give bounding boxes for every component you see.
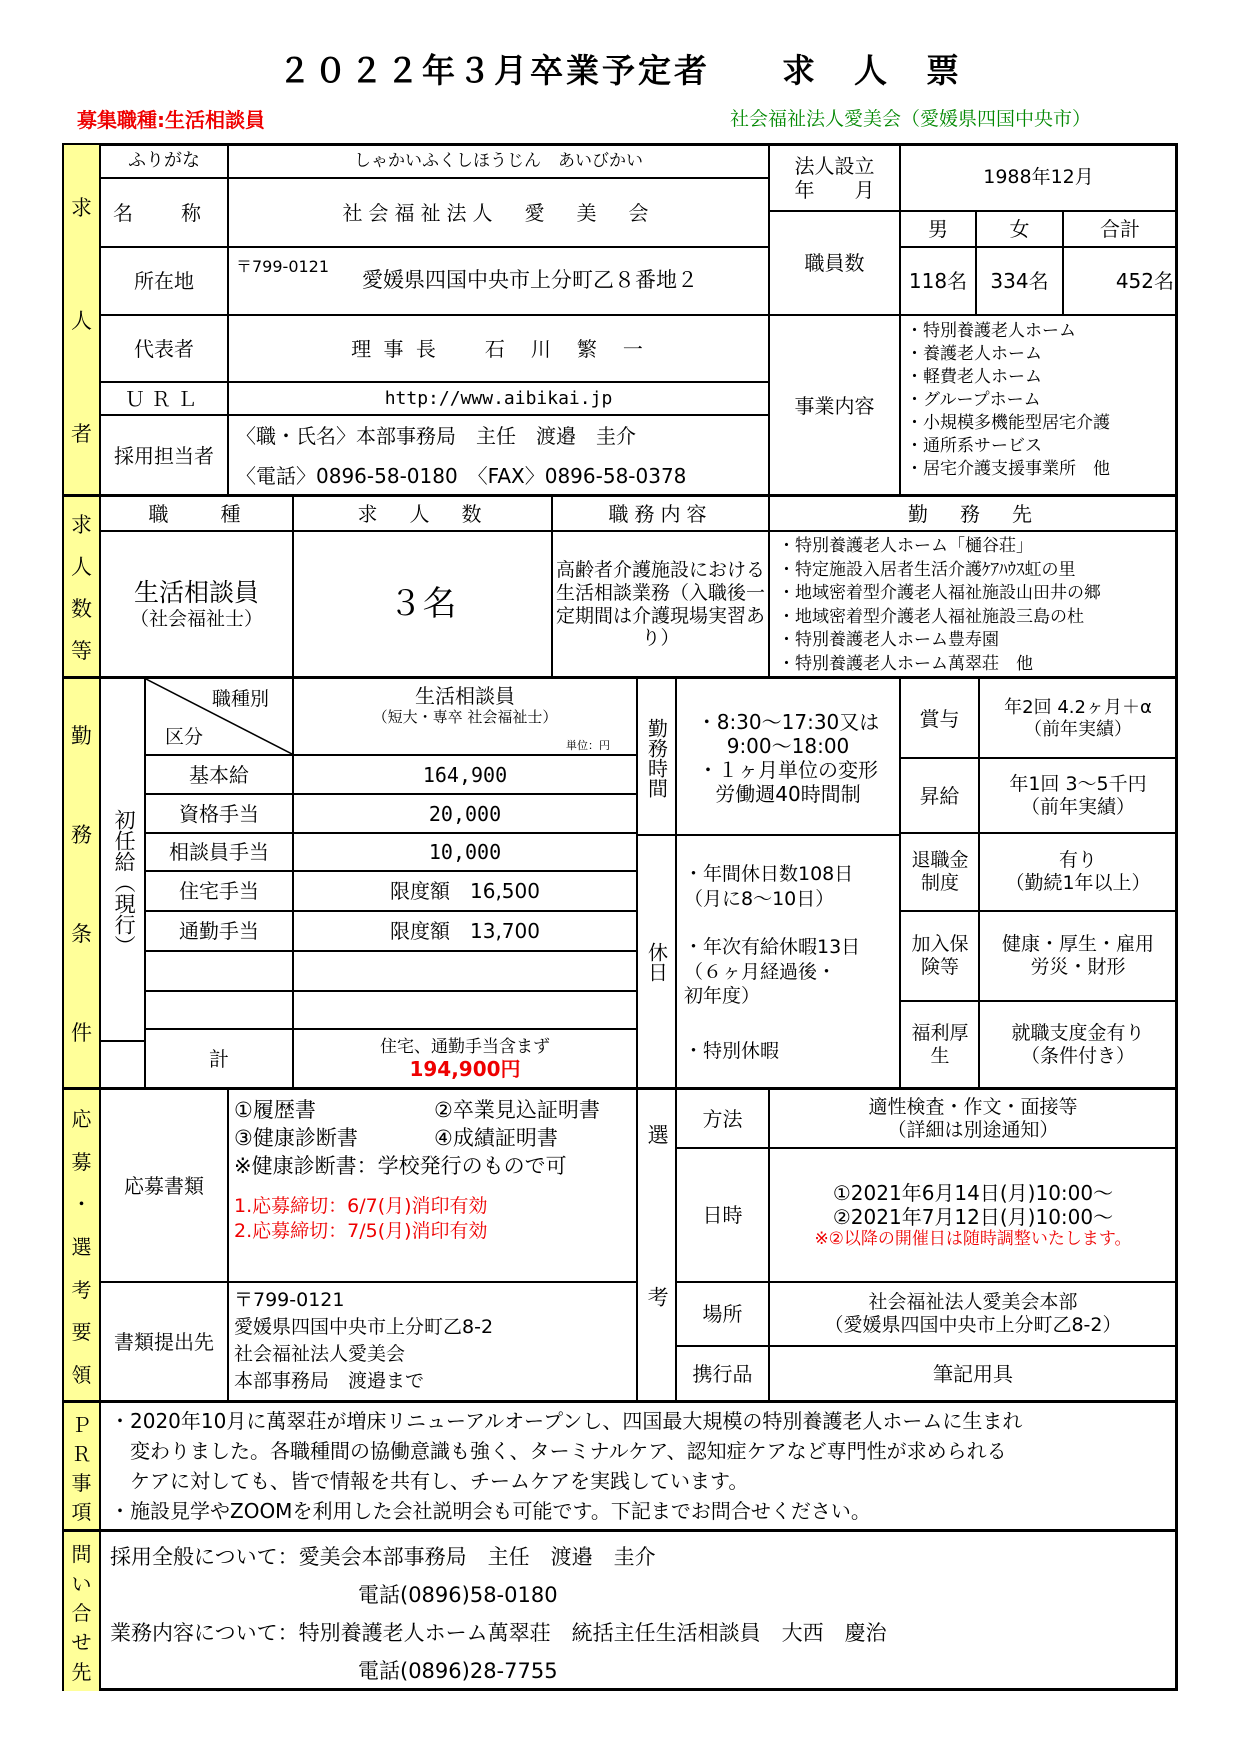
workplace-item: ・地域密着型介護老人福祉施設山田井の郷 <box>778 583 1101 603</box>
docs-note: ※健康診断書：学校発行のもので可 <box>234 1154 567 1178</box>
inquiry-phone-1: 電話(0896)58-0180 <box>358 1583 558 1607</box>
url-link[interactable]: http://www.aibikai.jp <box>384 387 613 409</box>
business-item: ・養護老人ホーム <box>906 344 1042 364</box>
holiday-label: 休日 <box>644 942 669 982</box>
salary-value-counsel: 10,000 <box>428 840 502 864</box>
side-char: せ <box>71 1630 92 1655</box>
doc-item: ②卒業見込証明書 <box>434 1098 600 1122</box>
holiday-paid: ・年次有給休暇13日 （６ヶ月経過後・ 初年度） <box>684 936 861 1008</box>
salary-value-base: 164,900 <box>422 762 508 787</box>
workplace-item: ・特定施設入居者生活介護ｹｱﾊｳｽ虹の里 <box>778 559 1076 580</box>
founded-label: 法人設立 年 月 <box>794 153 875 202</box>
salary-total-label: 計 <box>209 1047 229 1071</box>
date-2: ②2021年7月12日(月)10:00～ <box>832 1204 1114 1229</box>
bonus-value: 年2回 4.2ヶ月＋α （前年実績） <box>1004 697 1152 740</box>
submit-label: 書類提出先 <box>114 1330 214 1354</box>
method-value: 適性検査・作文・面接等 （詳細は別途通知） <box>868 1095 1078 1141</box>
side-char: 領 <box>71 1363 92 1388</box>
diag-top: 職種別 <box>212 688 270 710</box>
rep-value: 理 事 長 石 川 繁 一 <box>351 336 646 361</box>
pr-line: ケアに対しても、皆で情報を共有し、チームケアを実践しています。 <box>130 1469 749 1493</box>
salary-position-sub: （短大・専卒 社会福祉士） <box>372 708 558 726</box>
position-sub: （社会福祉士） <box>129 608 263 631</box>
salary-label-base: 基本給 <box>189 762 249 787</box>
furigana-value: しゃかいふくしほうじん あいびかい <box>354 150 643 171</box>
workplace-list <box>778 535 1101 676</box>
business-item: ・居宅介護支援事業所 他 <box>906 459 1110 479</box>
side-pr <box>64 1403 101 1530</box>
side-char: ・ <box>71 1192 92 1217</box>
side-char: 合 <box>71 1600 92 1625</box>
opening-duties: 高齢者介護施設における生活相談業務（入職後一定期間は介護現場実習あり） <box>555 558 765 650</box>
side-char: 人 <box>71 308 92 333</box>
business-item: ・通所系サービス <box>906 436 1042 456</box>
salary-position: 生活相談員 <box>415 684 515 708</box>
submit-line: 愛媛県四国中央市上分町乙8-2 <box>234 1316 494 1338</box>
side-char: 等 <box>71 639 92 663</box>
business-item: ・小規模多機能型居宅介護 <box>906 413 1110 433</box>
postal-code: 〒799-0121 <box>236 257 330 276</box>
staff-male-value: 118名 <box>908 269 968 293</box>
selection-label: 選 考 <box>645 1124 670 1367</box>
address-label: 所在地 <box>134 269 194 293</box>
hours-value: ・8:30～17:30又は 9:00～18:00 ・１ヶ月単位の変形 労働週40時間制 <box>696 709 880 806</box>
raise-label: 昇給 <box>919 783 960 808</box>
staff-total-value: 452名 <box>1115 269 1174 293</box>
pr-text <box>110 1406 1022 1526</box>
side-char: 選 <box>71 1234 92 1259</box>
side-char: 求 <box>71 513 92 537</box>
side-char: 数 <box>71 597 92 621</box>
welfare-label: 福利厚生 <box>911 1022 969 1067</box>
date-note: ※②以降の開催日は随時調整いたします。 <box>814 1228 1132 1249</box>
side-char: 考 <box>71 1277 92 1302</box>
place-value: 社会福祉法人愛美会本部 （愛媛県四国中央市上分町乙8-2） <box>824 1291 1122 1336</box>
side-application <box>64 1090 101 1401</box>
name-label: 名 称 <box>113 200 215 225</box>
salary-side-label: 初任給（現行） <box>112 809 137 956</box>
side-char: 先 <box>71 1659 92 1684</box>
bring-value: 筆記用具 <box>933 1362 1013 1386</box>
salary-value-qual: 20,000 <box>428 801 502 826</box>
rep-label: 代表者 <box>134 336 194 361</box>
salary-value-commute: 限度額 13,700 <box>390 919 540 943</box>
business-item: ・グループホーム <box>906 390 1041 410</box>
side-char: 項 <box>71 1500 92 1524</box>
salary-label-qual: 資格手当 <box>179 801 259 826</box>
side-char: 件 <box>71 1021 92 1046</box>
workplace-item: ・特別養護老人ホーム「樋谷荘」 <box>778 536 1033 556</box>
side-conditions <box>64 679 101 1088</box>
holiday-special: ・特別休暇 <box>684 1040 780 1062</box>
inquiry-line: 採用全般について：愛美会本部事務局 主任 渡邉 圭介 <box>110 1545 656 1569</box>
submit-line: 〒799-0121 <box>234 1289 345 1311</box>
bring-label: 携行品 <box>692 1362 753 1386</box>
side-char: 人 <box>71 555 92 579</box>
holiday-annual: ・年間休日数108日 （月に8～10日） <box>684 863 854 910</box>
hours-label: 勤務時間 <box>644 717 669 798</box>
side-char: 務 <box>71 822 92 847</box>
side-char: 応 <box>71 1106 92 1131</box>
header-duties: 職務内容 <box>608 501 713 526</box>
side-char: Ｒ <box>71 1442 92 1466</box>
side-char: 募 <box>71 1149 92 1174</box>
inquiry-text <box>110 1538 887 1690</box>
deadline-1: 1.応募締切：6/7(月)消印有効 <box>234 1195 488 1217</box>
header-workplace: 勤 務 先 <box>908 501 1038 526</box>
opening-position <box>101 532 292 677</box>
url-label: ＵＲＬ <box>125 386 203 411</box>
pr-line: 変わりました。各職種間の協働意識も強く、ターミナルケア、認知症ケアなど専門性が求められる <box>130 1439 1007 1463</box>
side-openings <box>64 497 101 677</box>
side-inquiry <box>64 1532 101 1691</box>
raise-value: 年1回 3～5千円 （前年実績） <box>1009 772 1147 818</box>
inquiry-line: 業務内容について：特別養護老人ホーム萬翠荘 統括主任生活相談員 大西 慶治 <box>110 1621 887 1645</box>
side-char: 勤 <box>71 723 92 748</box>
founded-value: 1988年12月 <box>983 166 1094 189</box>
corporation-header: 社会福祉法人愛美会（愛媛県四国中央市） <box>730 108 1092 130</box>
bonus-label: 賞与 <box>919 707 960 731</box>
salary-total <box>294 1030 636 1088</box>
welfare-value: 就職支度金有り （条件付き） <box>1011 1022 1145 1067</box>
doc-item: ①履歴書 <box>234 1098 316 1122</box>
workplace-item: ・特別養護老人ホーム豊寿園 <box>778 630 999 650</box>
docs-label: 応募書類 <box>124 1173 204 1198</box>
workplace-item: ・特別養護老人ホーム萬翠荘 他 <box>778 653 1033 674</box>
salary-label-counsel: 相談員手当 <box>169 840 269 864</box>
inquiry-phone-2: 電話(0896)28-7755 <box>358 1659 558 1683</box>
header-position: 職 種 <box>148 501 245 526</box>
docs-list <box>234 1096 600 1244</box>
job-type-label: 募集職種:生活相談員 <box>77 108 265 132</box>
header-count: 求 人 数 <box>357 501 488 526</box>
workplace-item: ・地域密着型介護老人福祉施設三島の杜 <box>778 606 1084 627</box>
staff-female-value: 334名 <box>990 269 1049 293</box>
staff-label: 職員数 <box>804 251 865 275</box>
pr-line: ・2020年10月に萬翠荘が増床リニューアルオープンし、四国最大規模の特別養護老人ホームに生まれ <box>110 1409 1023 1433</box>
submit-line: 社会福祉法人愛美会 <box>234 1343 406 1365</box>
position-name: 生活相談員 <box>133 578 259 608</box>
retire-value: 有り （勤続1年以上） <box>1005 849 1151 894</box>
salary-label-commute: 通勤手当 <box>179 919 259 943</box>
side-char: 事 <box>71 1471 92 1495</box>
side-char: 者 <box>71 421 92 446</box>
staff-total-header: 合計 <box>1100 217 1140 241</box>
opening-count: ３名 <box>388 584 457 625</box>
business-item: ・軽費老人ホーム <box>906 367 1042 387</box>
name-value: 社会福祉法人 愛 美 会 <box>342 200 655 225</box>
unit-label: 単位：円 <box>566 739 610 752</box>
pr-line: ・施設見学やZOOMを利用した会社説明会も可能です。下記までお問合せください。 <box>110 1499 871 1523</box>
side-char: 問 <box>71 1542 92 1567</box>
side-char: い <box>71 1571 92 1596</box>
side-employer <box>64 145 101 495</box>
side-char: Ｐ <box>71 1413 92 1437</box>
business-list <box>906 320 1110 481</box>
retire-label: 退職金制度 <box>911 849 969 894</box>
contact-line2: 〈電話〉0896-58-0180 〈FAX〉0896-58-0378 <box>236 464 687 488</box>
place-label: 場所 <box>702 1302 743 1326</box>
insurance-value: 健康・厚生・雇用 労災・財形 <box>1001 933 1154 978</box>
page-title: ２０２２年３月卒業予定者 求 人 票 <box>278 51 962 90</box>
staff-female-header: 女 <box>1009 217 1030 241</box>
side-char: 求 <box>71 196 92 221</box>
salary-label-housing: 住宅手当 <box>179 879 259 903</box>
doc-item: ③健康診断書 <box>234 1126 358 1150</box>
method-label: 方法 <box>702 1106 743 1131</box>
side-char: 条 <box>71 922 92 947</box>
furigana-label: ふりがな <box>128 150 200 172</box>
deadline-2: 2.応募締切：7/5(月)消印有効 <box>234 1220 488 1242</box>
business-label: 事業内容 <box>794 393 875 418</box>
contact-line1: 〈職・氏名〉本部事務局 主任 渡邉 圭介 <box>236 424 636 448</box>
salary-value-housing: 限度額 16,500 <box>390 879 540 903</box>
doc-item: ④成績証明書 <box>434 1126 558 1150</box>
address-value: 愛媛県四国中央市上分町乙８番地２ <box>362 268 698 292</box>
business-item: ・特別養護老人ホーム <box>906 321 1076 341</box>
contact-label: 採用担当者 <box>114 443 214 468</box>
salary-position-head <box>294 681 636 729</box>
diag-bottom: 区分 <box>165 726 204 748</box>
side-char: 要 <box>71 1320 92 1345</box>
insurance-label: 加入保険等 <box>911 933 969 978</box>
date-value <box>770 1149 1176 1281</box>
salary-total-value: 194,900円 <box>409 1057 521 1082</box>
staff-male-header: 男 <box>928 217 948 241</box>
date-1: ①2021年6月14日(月)10:00～ <box>832 1180 1114 1205</box>
submit-address <box>234 1287 493 1395</box>
date-label: 日時 <box>702 1203 743 1227</box>
salary-total-note: 住宅、通勤手当含まず <box>380 1036 550 1057</box>
submit-line: 本部事務局 渡邉まで <box>234 1370 425 1392</box>
